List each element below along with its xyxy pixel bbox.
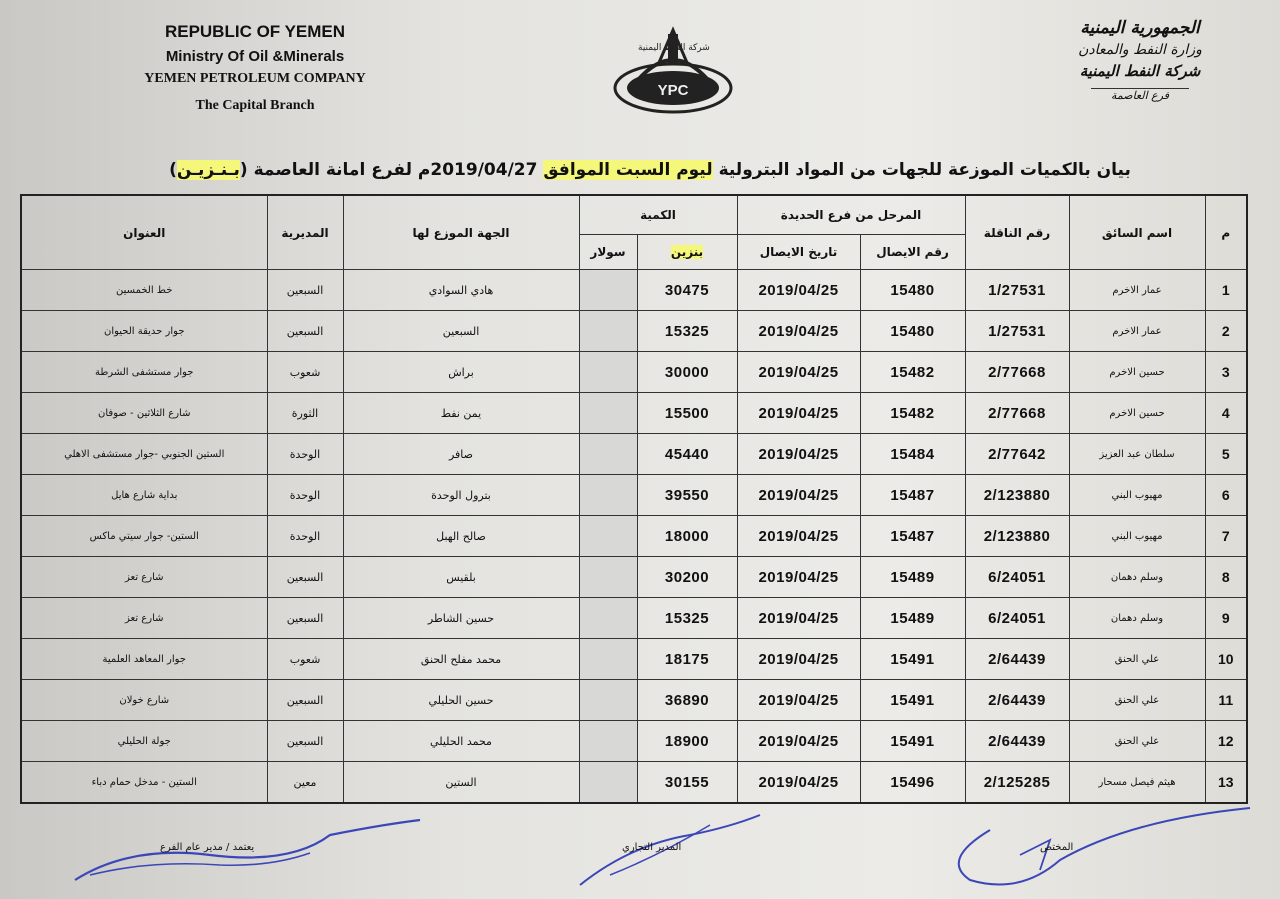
cell-receipt-date: 2019/04/25 — [737, 270, 860, 311]
table-body — [21, 270, 1247, 804]
table-row — [21, 393, 1247, 434]
table-row — [21, 639, 1247, 680]
cell-receipt-date: 2019/04/25 — [737, 393, 860, 434]
cell-district: السبعين — [267, 557, 343, 598]
cell-receipt-date: 2019/04/25 — [737, 639, 860, 680]
cell-index: 12 — [1205, 721, 1247, 762]
signature-branch-manager-label: يعتمد / مدير عام الفرع — [160, 842, 255, 853]
letterhead-ar-company: شركة النفط اليمنية — [1079, 62, 1201, 80]
cell-recipient: الستين — [343, 762, 579, 804]
cell-recipient: براش — [343, 352, 579, 393]
cell-diesel — [579, 393, 637, 434]
table-row — [21, 352, 1247, 393]
cell-index: 9 — [1205, 598, 1247, 639]
cell-index: 5 — [1205, 434, 1247, 475]
letterhead-ar-branch: فرع العاصمة — [1091, 88, 1189, 102]
cell-address: خط الخمسين — [21, 270, 267, 311]
cell-tanker: 2/77668 — [965, 393, 1069, 434]
cell-petrol: 36890 — [637, 680, 737, 721]
letterhead-en-ministry: Ministry Of Oil &Minerals — [165, 48, 345, 65]
cell-diesel — [579, 516, 637, 557]
cell-petrol: 30475 — [637, 270, 737, 311]
letterhead-arabic — [1040, 18, 1240, 103]
cell-tanker: 1/27531 — [965, 311, 1069, 352]
cell-diesel — [579, 598, 637, 639]
letterhead-en-branch: The Capital Branch — [195, 98, 315, 113]
col-header-petrol — [637, 235, 737, 270]
cell-index: 6 — [1205, 475, 1247, 516]
cell-petrol: 18900 — [637, 721, 737, 762]
cell-index: 11 — [1205, 680, 1247, 721]
signature-accountant-stroke — [930, 800, 1260, 890]
cell-index: 4 — [1205, 393, 1247, 434]
ypc-logo — [598, 20, 748, 120]
cell-diesel — [579, 352, 637, 393]
cell-address: جوار المعاهد العلمية — [21, 639, 267, 680]
cell-tanker: 2/123880 — [965, 516, 1069, 557]
cell-driver: حسين الاخرم — [1069, 393, 1205, 434]
cell-district: الوحدة — [267, 434, 343, 475]
table-row — [21, 762, 1247, 804]
col-header-hodeidah: المرحل من فرع الحديدة — [737, 195, 965, 235]
cell-driver: حسين الاخرم — [1069, 352, 1205, 393]
cell-address: بداية شارع هايل — [21, 475, 267, 516]
cell-district: الثورة — [267, 393, 343, 434]
cell-recipient: محمد مفلح الحنق — [343, 639, 579, 680]
cell-address: شارع تعز — [21, 557, 267, 598]
col-header-tanker: رقم الناقلة — [965, 195, 1069, 270]
cell-receipt-date: 2019/04/25 — [737, 311, 860, 352]
cell-diesel — [579, 639, 637, 680]
cell-tanker: 2/125285 — [965, 762, 1069, 804]
title-highlight-product: بـنـزيـن — [176, 160, 240, 180]
cell-receipt-no: 15482 — [860, 352, 965, 393]
cell-diesel — [579, 721, 637, 762]
cell-index: 1 — [1205, 270, 1247, 311]
cell-receipt-no: 15487 — [860, 475, 965, 516]
cell-index: 10 — [1205, 639, 1247, 680]
cell-address: جولة الحليلي — [21, 721, 267, 762]
cell-district: معين — [267, 762, 343, 804]
table-header-row — [21, 195, 1247, 235]
cell-address: شارع الثلاثين - صوفان — [21, 393, 267, 434]
cell-district: السبعين — [267, 270, 343, 311]
cell-receipt-no: 15489 — [860, 557, 965, 598]
cell-receipt-no: 15482 — [860, 393, 965, 434]
cell-petrol: 30000 — [637, 352, 737, 393]
cell-address: الستين - مدخل حمام دباء — [21, 762, 267, 804]
cell-tanker: 2/64439 — [965, 680, 1069, 721]
cell-driver: علي الحنق — [1069, 721, 1205, 762]
cell-recipient: محمد الحليلي — [343, 721, 579, 762]
cell-receipt-no: 15480 — [860, 311, 965, 352]
cell-tanker: 2/64439 — [965, 639, 1069, 680]
cell-address: الستين- جوار سيتي ماكس — [21, 516, 267, 557]
cell-receipt-date: 2019/04/25 — [737, 434, 860, 475]
cell-district: السبعين — [267, 598, 343, 639]
cell-index: 13 — [1205, 762, 1247, 804]
letterhead-ar-country: الجمهورية اليمنية — [1080, 18, 1200, 38]
cell-receipt-date: 2019/04/25 — [737, 475, 860, 516]
col-header-district: المديرية — [267, 195, 343, 270]
table-row — [21, 434, 1247, 475]
table-row — [21, 721, 1247, 762]
title-part-5: ) — [169, 160, 177, 180]
letterhead-ar-ministry: وزارة النفط والمعادن — [1078, 42, 1202, 58]
table-row — [21, 557, 1247, 598]
cell-tanker: 6/24051 — [965, 557, 1069, 598]
cell-driver: علي الحنق — [1069, 680, 1205, 721]
table-row — [21, 311, 1247, 352]
cell-receipt-no: 15484 — [860, 434, 965, 475]
cell-receipt-date: 2019/04/25 — [737, 680, 860, 721]
cell-address: شارع خولان — [21, 680, 267, 721]
cell-tanker: 2/64439 — [965, 721, 1069, 762]
table-row — [21, 598, 1247, 639]
cell-district: شعوب — [267, 352, 343, 393]
cell-driver: مهيوب البني — [1069, 516, 1205, 557]
table-row — [21, 475, 1247, 516]
signature-commercial-label: المدير التجاري — [622, 842, 682, 853]
cell-petrol: 15325 — [637, 311, 737, 352]
cell-driver: سلطان عبد العزيز — [1069, 434, 1205, 475]
cell-receipt-date: 2019/04/25 — [737, 557, 860, 598]
col-header-receipt-no: رقم الايصال — [860, 235, 965, 270]
table-row — [21, 680, 1247, 721]
cell-petrol: 18175 — [637, 639, 737, 680]
cell-receipt-no: 15489 — [860, 598, 965, 639]
cell-address: الستين الجنوبي -جوار مستشفى الاهلي — [21, 434, 267, 475]
cell-driver: عمار الاخرم — [1069, 270, 1205, 311]
cell-index: 3 — [1205, 352, 1247, 393]
cell-driver: وسلم دهمان — [1069, 598, 1205, 639]
cell-district: الوحدة — [267, 475, 343, 516]
table-row — [21, 516, 1247, 557]
cell-diesel — [579, 311, 637, 352]
title-highlight-day: ليوم السبت الموافق — [543, 160, 713, 180]
col-header-address: العنوان — [21, 195, 267, 270]
cell-driver: عمار الاخرم — [1069, 311, 1205, 352]
col-header-recipient: الجهة الموزع لها — [343, 195, 579, 270]
cell-diesel — [579, 557, 637, 598]
letterhead-en-country: REPUBLIC OF YEMEN — [164, 22, 346, 41]
cell-district: السبعين — [267, 721, 343, 762]
document-title — [130, 160, 1170, 180]
cell-address: جوار مستشفى الشرطة — [21, 352, 267, 393]
cell-petrol: 15325 — [637, 598, 737, 639]
cell-recipient: بترول الوحدة — [343, 475, 579, 516]
col-header-petrol-label: بنزين — [670, 245, 704, 259]
cell-recipient: حسين الشاطر — [343, 598, 579, 639]
cell-diesel — [579, 762, 637, 804]
cell-driver: وسلم دهمان — [1069, 557, 1205, 598]
logo-text: YPC — [657, 82, 689, 99]
logo-arc-text: شركة النفط اليمنية — [638, 43, 710, 53]
cell-receipt-no: 15491 — [860, 721, 965, 762]
col-header-index: م — [1205, 195, 1247, 270]
cell-petrol: 39550 — [637, 475, 737, 516]
cell-driver: هيثم فيصل مسحار — [1069, 762, 1205, 804]
cell-petrol: 18000 — [637, 516, 737, 557]
cell-receipt-date: 2019/04/25 — [737, 352, 860, 393]
cell-diesel — [579, 434, 637, 475]
table-row — [21, 270, 1247, 311]
cell-receipt-date: 2019/04/25 — [737, 598, 860, 639]
cell-receipt-date: 2019/04/25 — [737, 762, 860, 804]
cell-petrol: 45440 — [637, 434, 737, 475]
col-header-diesel: سولار — [579, 235, 637, 270]
cell-receipt-no: 15496 — [860, 762, 965, 804]
cell-receipt-date: 2019/04/25 — [737, 721, 860, 762]
col-header-driver: اسم السائق — [1069, 195, 1205, 270]
cell-address: جوار حديقة الحيوان — [21, 311, 267, 352]
cell-district: الوحدة — [267, 516, 343, 557]
cell-recipient: بلقيس — [343, 557, 579, 598]
distribution-table — [20, 194, 1248, 804]
title-part-3: 2019/04/27م لفرع امانة العاصمة ( — [239, 160, 538, 180]
col-header-receipt-date: تاريخ الايصال — [737, 235, 860, 270]
cell-petrol: 15500 — [637, 393, 737, 434]
cell-index: 8 — [1205, 557, 1247, 598]
cell-receipt-no: 15491 — [860, 680, 965, 721]
col-header-quantity: الكمية — [579, 195, 737, 235]
cell-index: 2 — [1205, 311, 1247, 352]
cell-district: السبعين — [267, 311, 343, 352]
cell-district: شعوب — [267, 639, 343, 680]
cell-index: 7 — [1205, 516, 1247, 557]
cell-tanker: 6/24051 — [965, 598, 1069, 639]
cell-recipient: صافر — [343, 434, 579, 475]
signature-accountant-label: المختص — [1040, 842, 1074, 853]
cell-receipt-no: 15480 — [860, 270, 965, 311]
cell-recipient: حسين الحليلي — [343, 680, 579, 721]
cell-tanker: 1/27531 — [965, 270, 1069, 311]
cell-diesel — [579, 680, 637, 721]
cell-driver: مهيوب البني — [1069, 475, 1205, 516]
cell-address: شارع تعز — [21, 598, 267, 639]
cell-diesel — [579, 270, 637, 311]
cell-recipient: هادي السوادي — [343, 270, 579, 311]
cell-driver: علي الحنق — [1069, 639, 1205, 680]
cell-receipt-no: 15487 — [860, 516, 965, 557]
cell-recipient: يمن نفط — [343, 393, 579, 434]
cell-petrol: 30200 — [637, 557, 737, 598]
cell-tanker: 2/123880 — [965, 475, 1069, 516]
cell-district: السبعين — [267, 680, 343, 721]
cell-receipt-no: 15491 — [860, 639, 965, 680]
cell-recipient: صالح الهبل — [343, 516, 579, 557]
title-part-1: بيان بالكميات الموزعة للجهات من المواد البترولية — [718, 160, 1131, 180]
cell-tanker: 2/77668 — [965, 352, 1069, 393]
letterhead-english — [95, 22, 415, 114]
cell-receipt-date: 2019/04/25 — [737, 516, 860, 557]
cell-recipient: السبعين — [343, 311, 579, 352]
cell-diesel — [579, 475, 637, 516]
letterhead-en-company: YEMEN PETROLEUM COMPANY — [144, 71, 366, 86]
cell-petrol: 30155 — [637, 762, 737, 804]
cell-tanker: 2/77642 — [965, 434, 1069, 475]
